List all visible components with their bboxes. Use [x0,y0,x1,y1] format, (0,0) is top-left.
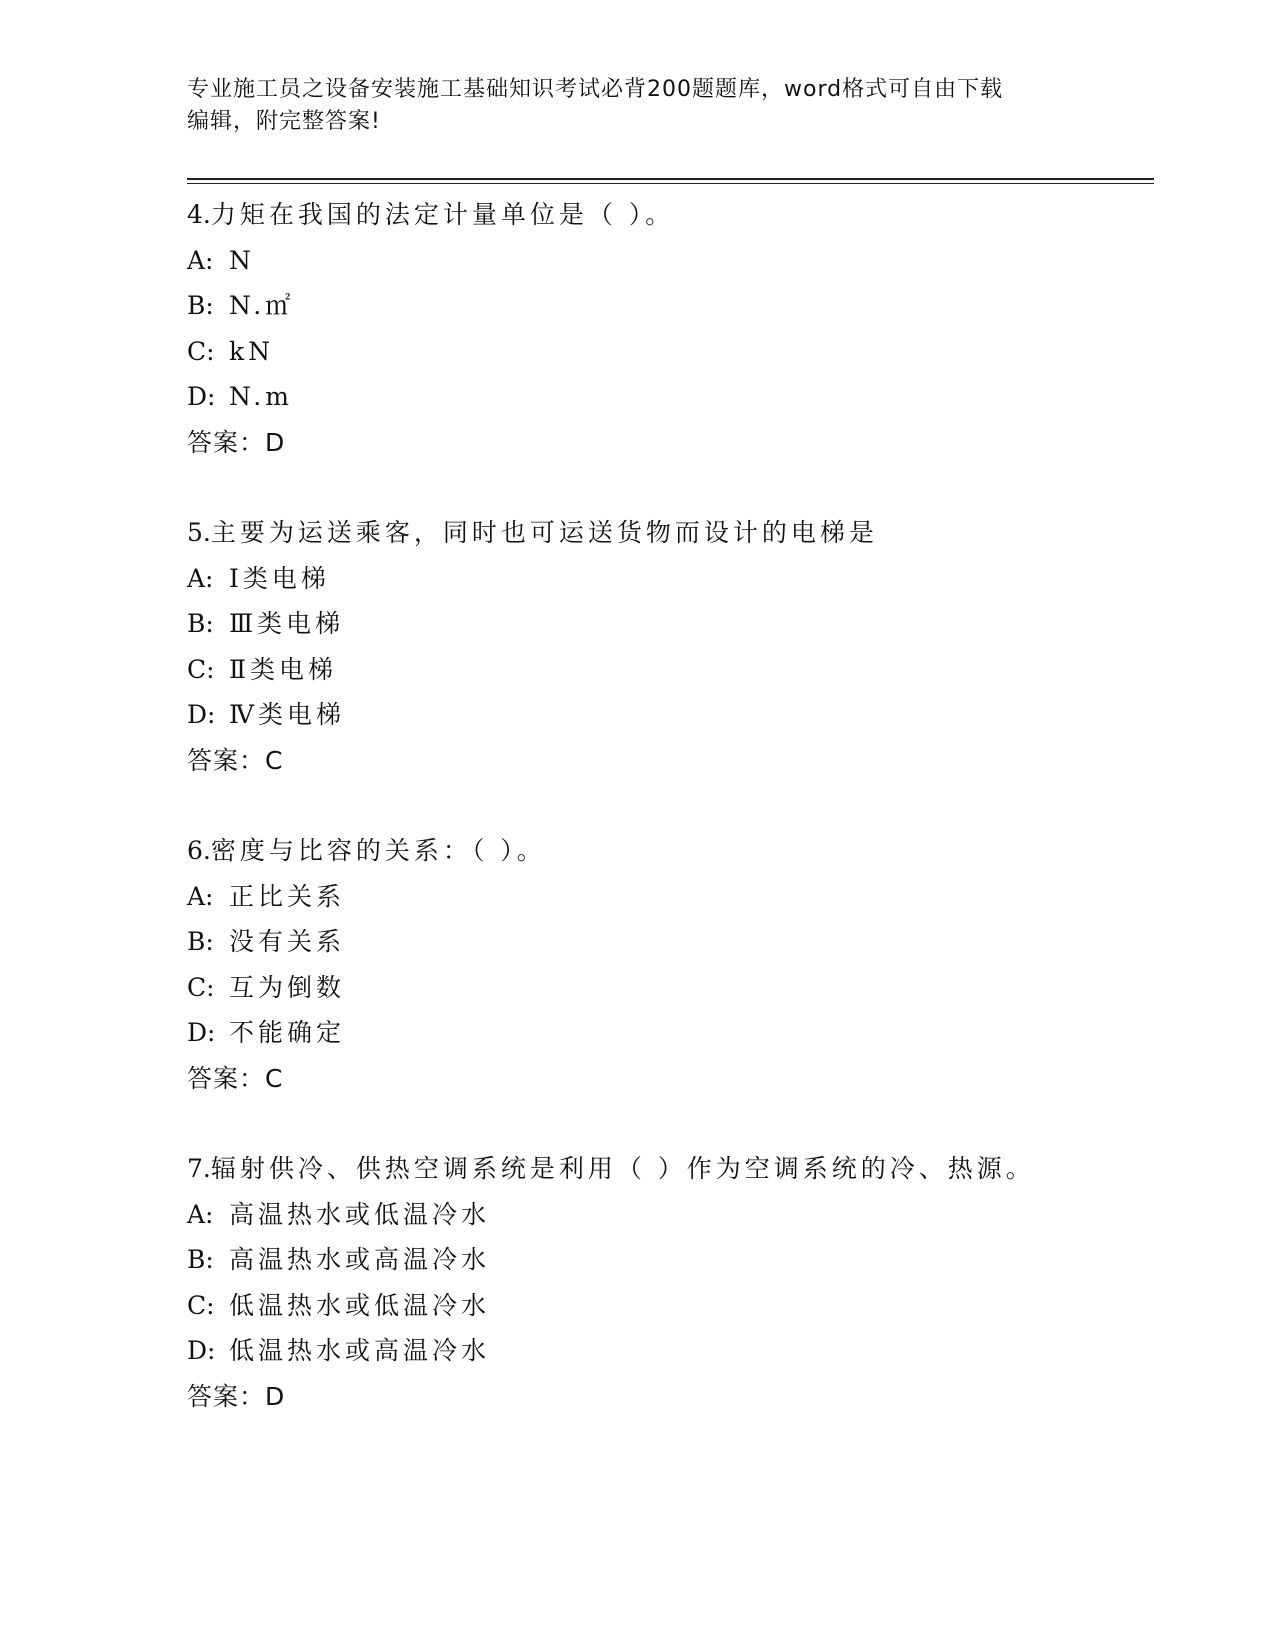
option-text: 低温热水或高温冷水 [229,1336,491,1365]
option-text: kN [229,336,275,366]
option-b [187,283,1147,329]
option-text: Ⅱ类电梯 [229,654,337,684]
option-key: D: [187,700,216,729]
option-text: 低温热水或低温冷水 [229,1290,491,1320]
option-text: 高温热水或低温冷水 [229,1199,491,1229]
option-c [187,1283,1147,1329]
question-text: 辐射供冷、供热空调系统是利用（ ）作为空调系统的冷、热源。 [210,1154,1035,1183]
option-text: N.㎡ [229,291,295,320]
option-a [187,874,1147,920]
question-number: 6. [187,836,211,865]
question-text: 力矩在我国的法定计量单位是（ ）。 [210,200,675,229]
option-text: N [229,245,255,275]
option-d [187,692,1147,738]
option-key: C: [187,654,215,684]
option-c [187,647,1147,693]
question-4 [187,192,1147,465]
option-b [187,919,1147,965]
question-5 [187,510,1147,783]
question-6 [187,828,1147,1101]
option-key: B: [187,609,214,638]
question-number: 5. [187,518,211,547]
option-key: D: [187,1018,216,1047]
header-line-1: 专业施工员之设备安装施工基础知识考试必背200题题库，word格式可自由下载 [187,77,1004,102]
option-key: D: [187,1336,216,1365]
option-text: Ⅲ类电梯 [229,609,345,638]
option-c [187,965,1147,1011]
option-a [187,238,1147,284]
option-key: A: [187,1199,214,1229]
option-key: D: [187,382,216,411]
question-stem [187,192,1147,238]
question-text: 主要为运送乘客，同时也可运送货物而设计的电梯是 [210,518,878,547]
option-text: N.m [229,382,293,411]
option-text: Ⅰ类电梯 [229,563,330,593]
option-text: 互为倒数 [229,972,346,1002]
option-text: 高温热水或高温冷水 [229,1245,491,1274]
question-stem [187,1146,1147,1192]
header-divider-thick [187,178,1154,180]
option-d [187,1010,1147,1056]
question-list [187,192,1147,1464]
option-c [187,329,1147,375]
option-key: C: [187,1290,215,1320]
option-key: A: [187,563,214,593]
option-text: 不能确定 [229,1018,346,1047]
document-header [187,74,1067,138]
option-key: C: [187,336,215,366]
answer: 答案：C [187,1063,284,1093]
option-key: B: [187,1245,214,1274]
question-stem [187,828,1147,874]
option-text: Ⅳ类电梯 [229,700,345,729]
question-text: 密度与比容的关系：（ ）。 [210,836,546,865]
option-key: A: [187,245,214,275]
option-key: C: [187,972,215,1002]
option-key: B: [187,291,214,320]
option-b [187,601,1147,647]
option-text: 没有关系 [229,927,346,956]
option-b [187,1237,1147,1283]
header-divider-thin [187,183,1154,184]
header-line-2: 编辑，附完整答案! [187,109,381,134]
option-key: A: [187,881,214,911]
question-number: 4. [187,200,211,229]
option-text: 正比关系 [229,881,346,911]
option-d [187,374,1147,420]
answer: 答案：D [187,427,286,457]
question-stem [187,510,1147,556]
answer: 答案：C [187,745,284,775]
option-a [187,556,1147,602]
question-number: 7. [187,1154,211,1183]
question-7 [187,1146,1147,1419]
option-a [187,1192,1147,1238]
option-d [187,1328,1147,1374]
option-key: B: [187,927,214,956]
answer: 答案：D [187,1381,286,1411]
